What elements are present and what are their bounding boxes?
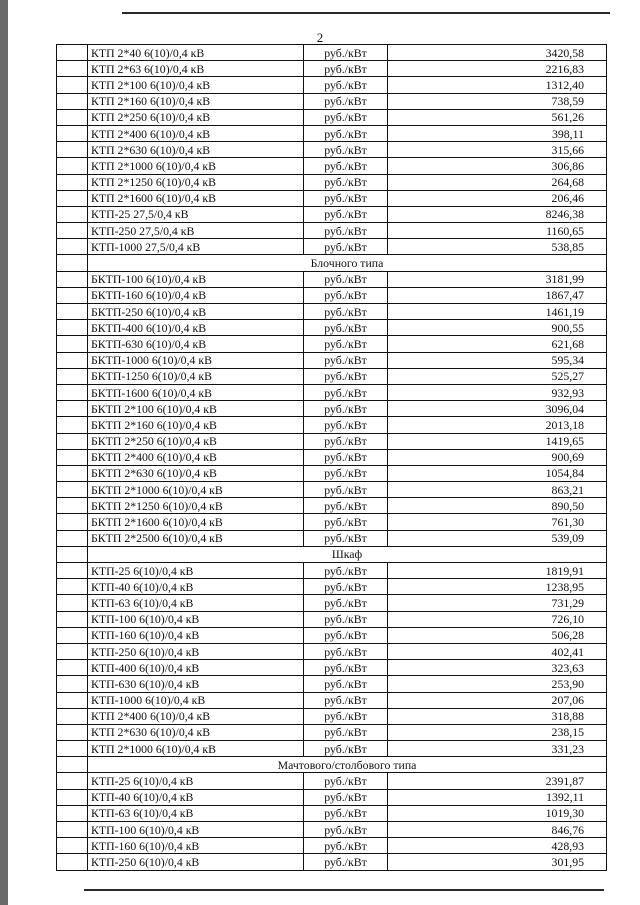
value-cell: 323,63 [388,660,607,676]
value-cell: 207,06 [388,692,607,708]
item-name: КТП-250 6(10)/0,4 кВ [88,854,304,870]
unit-cell: руб./кВт [304,741,388,757]
value-cell: 428,93 [388,838,607,854]
index-cell [57,174,88,190]
index-cell [57,692,88,708]
table-row [57,563,607,579]
unit-cell: руб./кВт [304,595,388,611]
table-row [57,854,607,870]
unit-cell: руб./кВт [304,660,388,676]
item-name: БКТП 2*1250 6(10)/0,4 кВ [88,498,304,514]
table-row [57,304,607,320]
value-cell: 306,86 [388,158,607,174]
value-cell: 932,93 [388,384,607,400]
section-row [57,255,607,271]
item-name: БКТП 2*160 6(10)/0,4 кВ [88,417,304,433]
table-row [57,77,607,93]
index-cell [57,109,88,125]
table-row [57,401,607,417]
section-title: Шкаф [88,546,607,562]
table-row [57,465,607,481]
index-cell [57,125,88,141]
table-row [57,93,607,109]
unit-cell: руб./кВт [304,643,388,659]
index-cell [57,93,88,109]
item-name: КТП-250 27,5/0,4 кВ [88,223,304,239]
table-row [57,352,607,368]
item-name: БКТП-160 6(10)/0,4 кВ [88,287,304,303]
value-cell: 1819,91 [388,563,607,579]
item-name: КТП-1000 6(10)/0,4 кВ [88,692,304,708]
value-cell: 3181,99 [388,271,607,287]
item-name: БКТП 2*1000 6(10)/0,4 кВ [88,482,304,498]
item-name: БКТП 2*400 6(10)/0,4 кВ [88,449,304,465]
table-row [57,125,607,141]
value-cell: 1392,11 [388,789,607,805]
unit-cell: руб./кВт [304,579,388,595]
unit-cell: руб./кВт [304,384,388,400]
unit-cell: руб./кВт [304,498,388,514]
section-title: Блочного типа [88,255,607,271]
section-row [57,546,607,562]
unit-cell: руб./кВт [304,724,388,740]
value-cell: 315,66 [388,142,607,158]
item-name: КТП-160 6(10)/0,4 кВ [88,627,304,643]
item-name: БКТП-250 6(10)/0,4 кВ [88,304,304,320]
item-name: КТП 2*1600 6(10)/0,4 кВ [88,190,304,206]
index-cell [57,465,88,481]
index-cell [57,433,88,449]
item-name: КТП-160 6(10)/0,4 кВ [88,838,304,854]
index-cell [57,563,88,579]
index-cell [57,611,88,627]
top-rule [122,12,610,14]
index-cell [57,822,88,838]
item-name: БКТП-400 6(10)/0,4 кВ [88,320,304,336]
item-name: КТП 2*400 6(10)/0,4 кВ [88,708,304,724]
value-cell: 863,21 [388,482,607,498]
unit-cell: руб./кВт [304,142,388,158]
item-name: КТП 2*630 6(10)/0,4 кВ [88,142,304,158]
item-name: КТП-25 6(10)/0,4 кВ [88,773,304,789]
value-cell: 506,28 [388,627,607,643]
index-cell [57,708,88,724]
value-cell: 2013,18 [388,417,607,433]
unit-cell: руб./кВт [304,530,388,546]
unit-cell: руб./кВт [304,838,388,854]
table-row [57,805,607,821]
value-cell: 264,68 [388,174,607,190]
item-name: КТП-25 27,5/0,4 кВ [88,206,304,222]
value-cell: 525,27 [388,368,607,384]
table-row [57,773,607,789]
index-cell [57,287,88,303]
unit-cell: руб./кВт [304,627,388,643]
unit-cell: руб./кВт [304,239,388,255]
page-number: 2 [316,30,324,45]
unit-cell: руб./кВт [304,449,388,465]
value-cell: 621,68 [388,336,607,352]
item-name: КТП-100 6(10)/0,4 кВ [88,611,304,627]
item-name: КТП-63 6(10)/0,4 кВ [88,805,304,821]
table-row [57,109,607,125]
unit-cell: руб./кВт [304,482,388,498]
index-cell [57,142,88,158]
value-cell: 238,15 [388,724,607,740]
table-row [57,660,607,676]
item-name: БКТП-1600 6(10)/0,4 кВ [88,384,304,400]
unit-cell: руб./кВт [304,304,388,320]
item-name: БКТП-630 6(10)/0,4 кВ [88,336,304,352]
unit-cell: руб./кВт [304,789,388,805]
index-cell [57,401,88,417]
table-row [57,239,607,255]
unit-cell: руб./кВт [304,320,388,336]
index-cell [57,643,88,659]
unit-cell: руб./кВт [304,336,388,352]
table-row [57,692,607,708]
table-row [57,158,607,174]
unit-cell: руб./кВт [304,563,388,579]
unit-cell: руб./кВт [304,77,388,93]
index-cell [57,190,88,206]
unit-cell: руб./кВт [304,401,388,417]
value-cell: 398,11 [388,125,607,141]
item-name: БКТП 2*250 6(10)/0,4 кВ [88,433,304,449]
value-cell: 761,30 [388,514,607,530]
value-cell: 2391,87 [388,773,607,789]
item-name: КТП-100 6(10)/0,4 кВ [88,822,304,838]
item-name: БКТП-100 6(10)/0,4 кВ [88,271,304,287]
index-cell [57,304,88,320]
index-cell [57,449,88,465]
index-cell [57,595,88,611]
table-row [57,741,607,757]
value-cell: 402,41 [388,643,607,659]
index-cell [57,773,88,789]
unit-cell: руб./кВт [304,368,388,384]
index-cell [57,320,88,336]
table-row [57,449,607,465]
value-cell: 595,34 [388,352,607,368]
index-cell [57,336,88,352]
table-row [57,223,607,239]
index-cell [57,514,88,530]
table-row [57,708,607,724]
item-name: КТП 2*63 6(10)/0,4 кВ [88,61,304,77]
table-row [57,61,607,77]
item-name: КТП 2*40 6(10)/0,4 кВ [88,45,304,61]
table-row [57,417,607,433]
value-cell: 3096,04 [388,401,607,417]
table-row [57,822,607,838]
value-cell: 206,46 [388,190,607,206]
index-cell [57,255,88,271]
table-row [57,320,607,336]
index-cell [57,368,88,384]
item-name: КТП 2*1250 6(10)/0,4 кВ [88,174,304,190]
item-name: КТП-40 6(10)/0,4 кВ [88,789,304,805]
table-row [57,595,607,611]
unit-cell: руб./кВт [304,93,388,109]
item-name: КТП-630 6(10)/0,4 кВ [88,676,304,692]
table-row [57,287,607,303]
value-cell: 1160,65 [388,223,607,239]
value-cell: 318,88 [388,708,607,724]
unit-cell: руб./кВт [304,287,388,303]
table-row [57,384,607,400]
unit-cell: руб./кВт [304,854,388,870]
index-cell [57,854,88,870]
unit-cell: руб./кВт [304,352,388,368]
scan-edge-bar [0,0,8,905]
unit-cell: руб./кВт [304,708,388,724]
table-row [57,482,607,498]
value-cell: 846,76 [388,822,607,838]
unit-cell: руб./кВт [304,223,388,239]
unit-cell: руб./кВт [304,417,388,433]
index-cell [57,239,88,255]
table-row [57,271,607,287]
value-cell: 3420,58 [388,45,607,61]
table-row [57,789,607,805]
section-title: Мачтового/столбового типа [88,757,607,773]
table-row [57,676,607,692]
item-name: КТП-250 6(10)/0,4 кВ [88,643,304,659]
index-cell [57,223,88,239]
index-cell [57,206,88,222]
item-name: КТП-400 6(10)/0,4 кВ [88,660,304,676]
item-name: КТП 2*160 6(10)/0,4 кВ [88,93,304,109]
unit-cell: руб./кВт [304,773,388,789]
index-cell [57,741,88,757]
value-cell: 1019,30 [388,805,607,821]
index-cell [57,482,88,498]
unit-cell: руб./кВт [304,61,388,77]
index-cell [57,757,88,773]
value-cell: 900,69 [388,449,607,465]
value-cell: 1054,84 [388,465,607,481]
item-name: БКТП-1250 6(10)/0,4 кВ [88,368,304,384]
table-row [57,45,607,61]
tariff-table-body [57,45,607,871]
table-row [57,838,607,854]
table-row [57,724,607,740]
table-row [57,368,607,384]
index-cell [57,660,88,676]
value-cell: 538,85 [388,239,607,255]
value-cell: 301,95 [388,854,607,870]
tariff-table [56,44,607,871]
table-row [57,433,607,449]
index-cell [57,45,88,61]
index-cell [57,77,88,93]
table-row [57,336,607,352]
value-cell: 731,29 [388,595,607,611]
index-cell [57,838,88,854]
unit-cell: руб./кВт [304,109,388,125]
index-cell [57,805,88,821]
value-cell: 1238,95 [388,579,607,595]
value-cell: 1867,47 [388,287,607,303]
item-name: БКТП 2*630 6(10)/0,4 кВ [88,465,304,481]
value-cell: 726,10 [388,611,607,627]
unit-cell: руб./кВт [304,465,388,481]
value-cell: 331,23 [388,741,607,757]
bottom-rule [84,889,604,891]
item-name: КТП 2*1000 6(10)/0,4 кВ [88,741,304,757]
section-row [57,757,607,773]
table-row [57,611,607,627]
table-row [57,206,607,222]
table-row [57,498,607,514]
unit-cell: руб./кВт [304,206,388,222]
item-name: БКТП-1000 6(10)/0,4 кВ [88,352,304,368]
value-cell: 1461,19 [388,304,607,320]
index-cell [57,61,88,77]
item-name: КТП 2*100 6(10)/0,4 кВ [88,77,304,93]
value-cell: 900,55 [388,320,607,336]
table-row [57,627,607,643]
table-row [57,142,607,158]
index-cell [57,676,88,692]
index-cell [57,579,88,595]
unit-cell: руб./кВт [304,190,388,206]
index-cell [57,724,88,740]
index-cell [57,789,88,805]
item-name: БКТП 2*100 6(10)/0,4 кВ [88,401,304,417]
table-row [57,514,607,530]
unit-cell: руб./кВт [304,271,388,287]
unit-cell: руб./кВт [304,45,388,61]
table-row [57,579,607,595]
index-cell [57,530,88,546]
item-name: КТП-40 6(10)/0,4 кВ [88,579,304,595]
unit-cell: руб./кВт [304,433,388,449]
value-cell: 890,50 [388,498,607,514]
value-cell: 561,26 [388,109,607,125]
unit-cell: руб./кВт [304,158,388,174]
table-row [57,174,607,190]
item-name: КТП 2*250 6(10)/0,4 кВ [88,109,304,125]
unit-cell: руб./кВт [304,174,388,190]
index-cell [57,158,88,174]
item-name: КТП 2*630 6(10)/0,4 кВ [88,724,304,740]
unit-cell: руб./кВт [304,611,388,627]
value-cell: 2216,83 [388,61,607,77]
value-cell: 539,09 [388,530,607,546]
unit-cell: руб./кВт [304,125,388,141]
index-cell [57,384,88,400]
item-name: КТП-25 6(10)/0,4 кВ [88,563,304,579]
unit-cell: руб./кВт [304,822,388,838]
unit-cell: руб./кВт [304,805,388,821]
unit-cell: руб./кВт [304,692,388,708]
value-cell: 253,90 [388,676,607,692]
item-name: КТП 2*1000 6(10)/0,4 кВ [88,158,304,174]
item-name: КТП-63 6(10)/0,4 кВ [88,595,304,611]
index-cell [57,352,88,368]
item-name: КТП-1000 27,5/0,4 кВ [88,239,304,255]
value-cell: 8246,38 [388,206,607,222]
table-row [57,190,607,206]
value-cell: 1312,40 [388,77,607,93]
table-row [57,643,607,659]
unit-cell: руб./кВт [304,514,388,530]
item-name: БКТП 2*2500 6(10)/0,4 кВ [88,530,304,546]
item-name: БКТП 2*1600 6(10)/0,4 кВ [88,514,304,530]
item-name: КТП 2*400 6(10)/0,4 кВ [88,125,304,141]
table-row [57,530,607,546]
index-cell [57,498,88,514]
index-cell [57,627,88,643]
value-cell: 738,59 [388,93,607,109]
index-cell [57,271,88,287]
index-cell [57,417,88,433]
index-cell [57,546,88,562]
unit-cell: руб./кВт [304,676,388,692]
value-cell: 1419,65 [388,433,607,449]
